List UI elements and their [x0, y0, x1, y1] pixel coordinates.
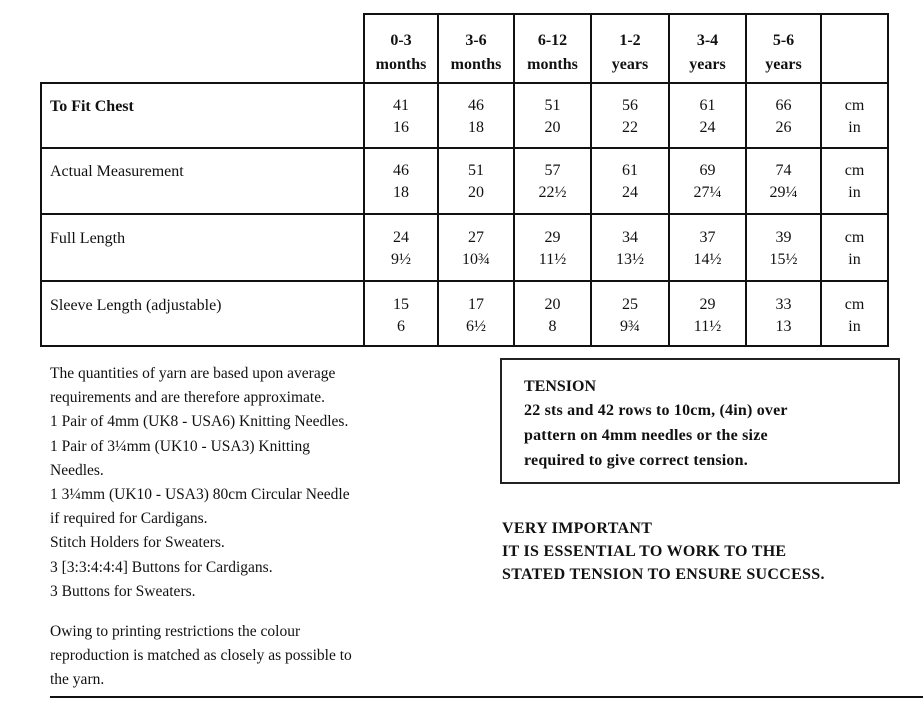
important-line: IT IS ESSENTIAL TO WORK TO THE [502, 543, 787, 560]
size-header-6-12-months: 6-12 months [527, 32, 578, 73]
size-header-0-3-months: 0-3 months [375, 32, 427, 73]
table-cell: 57 22½ [538, 162, 567, 201]
important-heading: VERY IMPORTANT [502, 520, 653, 537]
notes-line: reproduction is matched as closely as possible to [50, 647, 352, 665]
table-cell: 25 9¾ [620, 296, 640, 335]
table-cell: 17 6½ [466, 296, 486, 335]
notes-line: 1 Pair of 4mm (UK8 - USA6) Knitting Needles. [50, 413, 349, 431]
table-cell: 51 20 [544, 97, 561, 136]
tension-box [500, 358, 900, 484]
table-cell: 66 26 [775, 97, 792, 136]
notes-line: 3 Buttons for Sweaters. [50, 582, 196, 600]
table-cell: 51 20 [468, 162, 484, 201]
notes-line: the yarn. [50, 671, 105, 689]
tension-title: TENSION [524, 378, 597, 395]
table-cell: 37 14½ [693, 229, 722, 268]
notes-line: if required for Cardigans. [50, 510, 208, 528]
tension-line: required to give correct tension. [524, 452, 748, 469]
important-line: STATED TENSION TO ENSURE SUCCESS. [502, 566, 825, 583]
size-header-5-6-years: 5-6 years [765, 32, 802, 73]
printing-note [50, 620, 352, 693]
tension-line: pattern on 4mm needles or the size [524, 427, 768, 444]
unit-cell: cm in [844, 162, 865, 201]
notes-line: 3 [3:3:4:4:4] Buttons for Cardigans. [50, 558, 273, 576]
table-cell: 24 9½ [391, 229, 411, 268]
table-cell: 33 13 [775, 296, 792, 335]
table-row-divider [40, 82, 889, 84]
table-cell: 15 6 [393, 296, 409, 335]
table-cell: 29 11½ [538, 229, 567, 268]
table-cell: 46 18 [393, 162, 409, 201]
row-label-actual-measurement: Actual Measurement [50, 163, 184, 180]
notes-line: Stitch Holders for Sweaters. [50, 534, 225, 552]
notes-line: The quantities of yarn are based upon average [50, 365, 336, 382]
table-border-left [40, 82, 42, 347]
bottom-rule [50, 696, 923, 698]
table-cell: 46 18 [468, 97, 484, 136]
table-border-bottom [40, 345, 889, 347]
size-header-3-6-months: 3-6 months [450, 32, 502, 73]
materials-notes [50, 362, 350, 604]
table-cell: 56 22 [622, 97, 638, 136]
table-cell: 41 16 [393, 97, 409, 136]
table-row-divider [40, 147, 889, 149]
notes-line: 1 Pair of 3¼mm (UK10 - USA3) Knitting [50, 437, 311, 455]
table-row-divider [40, 213, 889, 215]
size-header-3-4-years: 3-4 years [689, 32, 726, 73]
table-border-top [363, 13, 889, 15]
row-label-full-length: Full Length [50, 230, 126, 247]
table-cell: 69 27¼ [693, 162, 722, 201]
notes-line: Owing to printing restrictions the colour [50, 623, 301, 640]
table-row-divider [40, 280, 889, 282]
table-cell: 74 29¼ [769, 162, 798, 201]
unit-cell: cm in [844, 296, 865, 335]
table-cell: 61 24 [622, 162, 638, 201]
row-label-sleeve-length: Sleeve Length (adjustable) [50, 297, 222, 314]
unit-cell: cm in [844, 229, 865, 268]
tension-line: 22 sts and 42 rows to 10cm, (4in) over [524, 402, 788, 419]
table-cell: 39 15½ [769, 229, 798, 268]
table-cell: 61 24 [699, 97, 716, 136]
row-label-to-fit-chest: To Fit Chest [50, 98, 134, 115]
notes-line: Needles. [50, 461, 104, 479]
table-cell: 20 8 [544, 296, 561, 335]
table-border-right [887, 13, 889, 347]
table-cell: 29 11½ [693, 296, 722, 335]
table-cell: 34 13½ [616, 229, 644, 268]
notes-line: requirements and are therefore approximate. [50, 389, 325, 407]
unit-cell: cm in [844, 97, 865, 136]
size-header-1-2-years: 1-2 years [611, 32, 649, 73]
notes-line: 1 3¼mm (UK10 - USA3) 80cm Circular Needle [50, 486, 350, 504]
table-cell: 27 10¾ [462, 229, 490, 268]
